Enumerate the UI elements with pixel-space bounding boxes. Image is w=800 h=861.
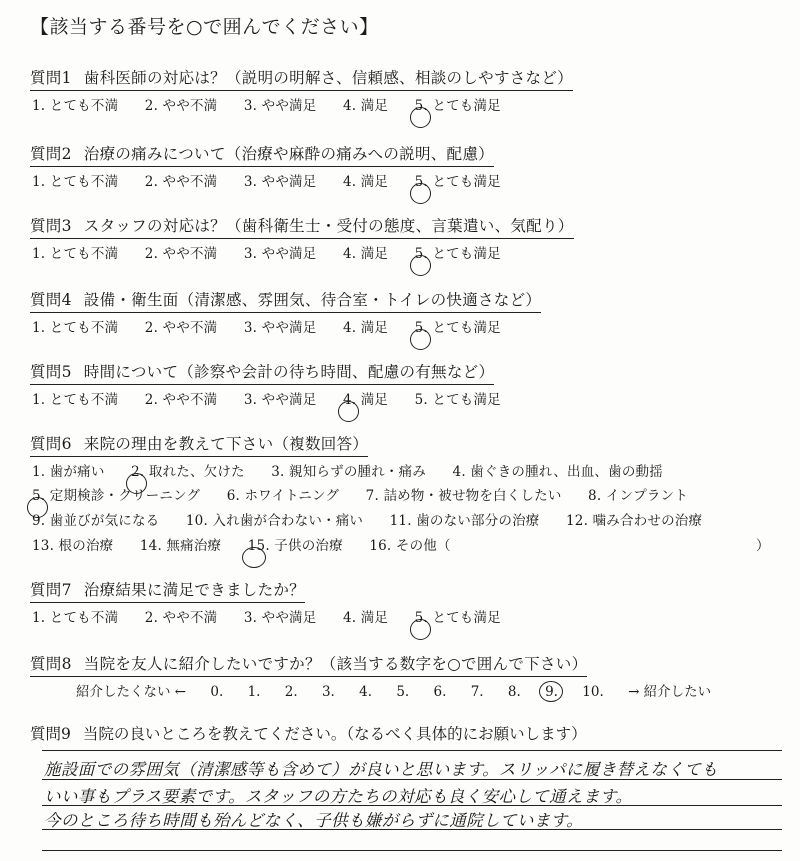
q8-scale-10[interactable]: 10. xyxy=(582,684,604,700)
q9-answer-line-2[interactable]: いい事もプラス要素です。スタッフの方たちの対応も良く安心して通えます。 xyxy=(44,787,633,806)
question-6-label: 質問6 xyxy=(30,435,72,453)
question-1-title xyxy=(30,66,573,91)
question-7-label: 質問7 xyxy=(30,581,72,599)
q3-option-5-selected[interactable] xyxy=(415,242,501,262)
q6-options-row-4 xyxy=(32,534,473,554)
question-6-text: 来院の理由を教えて下さい（複数回答） xyxy=(83,435,369,453)
q1-option-1[interactable]: 1. とても不満 xyxy=(32,98,119,114)
q6-option-9[interactable]: 9. 歯並びが気になる xyxy=(32,513,160,529)
q1-option-4[interactable]: 4. 満足 xyxy=(342,98,389,114)
q2-option-5-label: 5. とても満足 xyxy=(414,174,501,190)
question-7-title xyxy=(30,578,305,603)
q1-option-3[interactable]: 3. やや満足 xyxy=(243,98,317,114)
question-2-title xyxy=(30,142,494,167)
q6-option-4[interactable]: 4. 歯ぐきの腫れ、出血、歯の動揺 xyxy=(452,464,663,480)
q6-option-11[interactable]: 11. 歯のない部分の治療 xyxy=(389,513,540,529)
q6-option-14[interactable]: 14. 無痛治療 xyxy=(139,538,222,554)
q8-scale-1[interactable]: 1. xyxy=(247,684,261,700)
q1-option-2[interactable]: 2. やや不満 xyxy=(144,98,218,114)
question-6-title xyxy=(30,432,368,457)
q6-options-row-3 xyxy=(32,509,724,529)
question-5-label: 質問5 xyxy=(30,363,72,381)
q9-answer-line-1[interactable]: 施設面での雰囲気（清潔感等も含めて）が良いと思います。スリッパに履き替えなくても xyxy=(44,760,719,779)
question-9-label: 質問9 xyxy=(30,725,71,743)
form-header: 【該当する番号を○で囲んでください】 xyxy=(30,16,379,38)
question-2-label: 質問2 xyxy=(30,145,72,163)
question-7-options xyxy=(32,606,523,626)
q7-option-1[interactable]: 1. とても不満 xyxy=(32,610,119,626)
q8-scale-7[interactable]: 7. xyxy=(470,684,484,700)
question-4-label: 質問4 xyxy=(30,291,72,309)
q8-scale-3[interactable]: 3. xyxy=(321,684,335,700)
q3-option-2[interactable]: 2. やや不満 xyxy=(144,246,218,262)
q8-scale-9-selected[interactable]: 9. xyxy=(545,684,558,700)
q3-option-4[interactable]: 4. 満足 xyxy=(342,246,389,262)
answer-line-1 xyxy=(42,779,782,780)
q6-option-16[interactable]: 16. その他（ xyxy=(369,538,451,554)
question-9-title xyxy=(30,722,587,744)
question-3-options xyxy=(32,242,523,262)
q6-option-8[interactable]: 8. インプラント xyxy=(588,488,689,504)
question-1-options xyxy=(32,94,523,114)
q6-option-10[interactable]: 10. 入れ歯が合わない・痛い xyxy=(185,513,364,529)
q5-option-1[interactable]: 1. とても不満 xyxy=(32,392,119,408)
question-4-text: 設備・衛生面（清潔感、雰囲気、待合室・トイレの快適さなど） xyxy=(83,291,542,309)
q7-option-2[interactable]: 2. やや不満 xyxy=(144,610,218,626)
q1-option-5-selected[interactable] xyxy=(415,94,501,114)
q6-options-row-2 xyxy=(32,484,710,504)
q3-option-1[interactable]: 1. とても不満 xyxy=(32,246,119,262)
q5-option-4-selected[interactable] xyxy=(343,388,388,408)
q8-scale xyxy=(76,680,731,700)
q1-option-5-label: 5. とても満足 xyxy=(414,98,501,114)
q2-option-5-selected[interactable] xyxy=(415,170,501,190)
q5-option-3[interactable]: 3. やや満足 xyxy=(243,392,317,408)
q6-option-2-selected[interactable] xyxy=(131,460,245,480)
q8-scale-5[interactable]: 5. xyxy=(396,684,410,700)
q6-option-5-label: 5. 定期検診・クリーニング xyxy=(32,488,201,504)
q7-option-5-label: 5. とても満足 xyxy=(414,610,501,626)
q4-option-4[interactable]: 4. 満足 xyxy=(342,320,389,336)
q8-scale-6[interactable]: 6. xyxy=(433,684,447,700)
question-3-title xyxy=(30,214,574,239)
q6-option-2-label: 2. 取れた、欠けた xyxy=(131,464,245,480)
q4-option-1[interactable]: 1. とても不満 xyxy=(32,320,119,336)
q6-option-13[interactable]: 13. 根の治療 xyxy=(32,538,114,554)
answer-line-4 xyxy=(42,850,782,851)
question-8-text: 当院を友人に紹介したいですか？（該当する数字を○で囲んで下さい） xyxy=(83,655,588,673)
q6-option-15-label: 15. 子供の治療 xyxy=(247,538,343,554)
q4-option-2[interactable]: 2. やや不満 xyxy=(144,320,218,336)
q8-scale-2[interactable]: 2. xyxy=(284,684,298,700)
q6-other-close-paren: ） xyxy=(756,538,770,554)
q4-option-3[interactable]: 3. やや満足 xyxy=(243,320,317,336)
answer-line-0 xyxy=(42,750,782,751)
question-5-text: 時間について（診察や会計の待ち時間、配慮の有無など） xyxy=(83,363,495,381)
q6-option-1[interactable]: 1. 歯が痛い xyxy=(32,464,105,480)
q7-option-3[interactable]: 3. やや満足 xyxy=(243,610,317,626)
q6-option-3[interactable]: 3. 親知らずの腫れ・痛み xyxy=(271,464,427,480)
q3-option-5-label: 5. とても満足 xyxy=(414,246,501,262)
q2-option-1[interactable]: 1. とても不満 xyxy=(32,174,119,190)
question-3-label: 質問3 xyxy=(30,217,72,235)
q6-option-12[interactable]: 12. 噛み合わせの治療 xyxy=(566,513,703,529)
question-2-text: 治療の痛みについて（治療や麻酔の痛みへの説明、配慮） xyxy=(83,145,494,163)
q9-answer-line-3[interactable]: 今のところ待ち時間も殆んどなく、子供も嫌がらずに通院しています。 xyxy=(44,811,584,830)
question-5-options xyxy=(32,388,523,408)
q5-option-5[interactable]: 5. とても満足 xyxy=(414,392,501,408)
q7-option-4[interactable]: 4. 満足 xyxy=(342,610,389,626)
q6-option-5-selected[interactable] xyxy=(32,484,200,504)
q6-option-6[interactable]: 6. ホワイトニング xyxy=(226,488,340,504)
question-7-text: 治療結果に満足できましたか？ xyxy=(83,581,305,599)
q7-option-5-selected[interactable] xyxy=(415,606,501,626)
q6-option-15-selected[interactable] xyxy=(248,534,343,554)
question-2-options xyxy=(32,170,523,190)
q5-option-2[interactable]: 2. やや不満 xyxy=(144,392,218,408)
question-8-title xyxy=(30,652,587,677)
q2-option-3[interactable]: 3. やや満足 xyxy=(243,174,317,190)
question-5-title xyxy=(30,360,494,385)
answer-line-2 xyxy=(42,805,782,806)
question-9-text: 当院の良いところを教えてください。（なるべく具体的にお願いします） xyxy=(82,725,587,743)
question-8-label: 質問8 xyxy=(30,655,72,673)
answer-line-3 xyxy=(42,829,782,830)
q6-option-7[interactable]: 7. 詰め物・被せ物を白くしたい xyxy=(365,488,562,504)
question-4-options xyxy=(32,316,523,336)
q4-option-5-selected[interactable] xyxy=(415,316,501,336)
q3-option-3[interactable]: 3. やや満足 xyxy=(243,246,317,262)
q8-right-label: → 紹介したい xyxy=(628,684,712,700)
q5-option-4-label: 4. 満足 xyxy=(342,392,389,408)
q8-scale-8[interactable]: 8. xyxy=(507,684,521,700)
question-1-text: 歯科医師の対応は？（説明の明解さ、信頼感、相談のしやすさなど） xyxy=(83,69,573,87)
question-3-text: スタッフの対応は？（歯科衛生士・受付の態度、言葉遣い、気配り） xyxy=(83,217,574,235)
question-1-label: 質問1 xyxy=(30,69,72,87)
q2-option-4[interactable]: 4. 満足 xyxy=(342,174,389,190)
q8-left-label: 紹介したくない ← xyxy=(76,684,187,700)
q8-scale-4[interactable]: 4. xyxy=(359,684,373,700)
q2-option-2[interactable]: 2. やや不満 xyxy=(144,174,218,190)
q4-option-5-label: 5. とても満足 xyxy=(414,320,501,336)
q8-scale-0[interactable]: 0. xyxy=(210,684,224,700)
q6-options-row-1 xyxy=(32,460,685,480)
question-4-title xyxy=(30,288,541,313)
